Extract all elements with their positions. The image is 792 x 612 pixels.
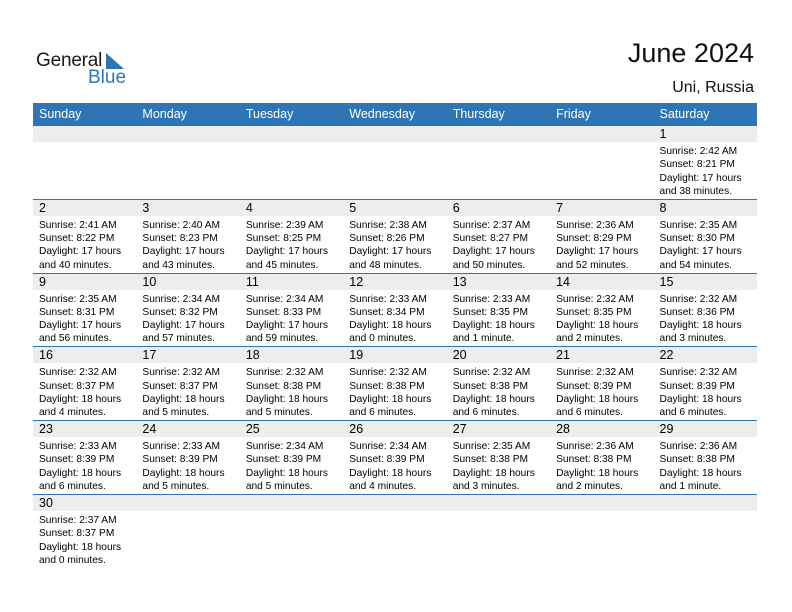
daylight-minutes: and 2 minutes. xyxy=(556,333,623,345)
sunrise-time: Sunrise: 2:37 AM xyxy=(452,219,531,231)
logo-text-blue: Blue xyxy=(88,67,127,88)
sun-info xyxy=(453,219,550,272)
weekday-header xyxy=(33,103,757,126)
sun-info xyxy=(142,440,239,493)
daylight-hours: Daylight: 18 hours xyxy=(349,393,432,405)
sunrise-time: Sunrise: 2:40 AM xyxy=(142,219,221,231)
sunrise-time: Sunrise: 2:35 AM xyxy=(659,219,738,231)
page-title: June 2024 xyxy=(627,38,754,68)
day-number: 22 xyxy=(659,348,674,363)
day-cell xyxy=(136,274,239,347)
daylight-hours: Daylight: 17 hours xyxy=(245,320,328,332)
sunset-time: Sunset: 8:29 PM xyxy=(556,233,632,245)
daylight-hours: Daylight: 17 hours xyxy=(142,246,225,258)
day-number: 8 xyxy=(659,200,667,215)
calendar-week-row xyxy=(33,347,757,421)
weekday-monday: Monday xyxy=(142,107,187,121)
daylight-minutes: and 57 minutes. xyxy=(142,333,215,345)
sunrise-time: Sunrise: 2:36 AM xyxy=(659,441,738,453)
daylight-hours: Daylight: 18 hours xyxy=(556,393,639,405)
day-cell xyxy=(550,347,653,420)
daylight-hours: Daylight: 18 hours xyxy=(39,541,122,553)
daylight-hours: Daylight: 17 hours xyxy=(556,246,639,258)
sun-info xyxy=(660,219,757,272)
calendar-weeks xyxy=(33,126,757,568)
sunset-time: Sunset: 8:38 PM xyxy=(349,380,425,392)
day-number: 30 xyxy=(39,495,53,510)
day-number: 26 xyxy=(349,422,364,437)
day-number: 6 xyxy=(452,200,460,215)
day-number: 18 xyxy=(245,348,260,363)
sun-info xyxy=(39,514,136,567)
sunrise-time: Sunrise: 2:32 AM xyxy=(452,367,531,379)
sunset-time: Sunset: 8:37 PM xyxy=(142,380,218,392)
sunrise-time: Sunrise: 2:41 AM xyxy=(39,219,117,231)
empty-day-cell xyxy=(136,495,239,568)
sunset-time: Sunset: 8:37 PM xyxy=(39,380,115,392)
sunset-time: Sunset: 8:39 PM xyxy=(556,380,632,392)
day-cell xyxy=(240,200,343,273)
sunrise-time: Sunrise: 2:34 AM xyxy=(349,441,427,453)
sun-info xyxy=(453,440,550,493)
day-cell xyxy=(343,274,446,347)
daylight-hours: Daylight: 18 hours xyxy=(245,393,328,405)
daylight-minutes: and 6 minutes. xyxy=(349,407,417,419)
sunrise-time: Sunrise: 2:34 AM xyxy=(245,293,324,305)
day-cell xyxy=(240,274,343,347)
day-cell xyxy=(343,421,446,494)
sun-info xyxy=(349,219,446,272)
week-cells xyxy=(33,347,757,420)
daylight-minutes: and 1 minute. xyxy=(659,481,722,493)
daylight-hours: Daylight: 18 hours xyxy=(245,467,328,479)
empty-day-cell xyxy=(240,126,343,199)
day-cell xyxy=(550,274,653,347)
day-number: 5 xyxy=(349,200,357,215)
day-cell xyxy=(33,200,136,273)
empty-day-cell xyxy=(136,126,239,199)
day-cell xyxy=(343,347,446,420)
sunrise-time: Sunrise: 2:32 AM xyxy=(659,367,738,379)
empty-day-cell xyxy=(654,495,757,568)
day-cell xyxy=(447,421,550,494)
empty-day-cell xyxy=(240,495,343,568)
sunset-time: Sunset: 8:38 PM xyxy=(556,454,632,466)
day-number: 17 xyxy=(142,348,157,363)
daylight-minutes: and 3 minutes. xyxy=(659,333,727,345)
daylight-minutes: and 6 minutes. xyxy=(659,407,727,419)
weekday-friday: Friday xyxy=(556,107,591,121)
daylight-minutes: and 59 minutes. xyxy=(245,333,319,345)
daylight-minutes: and 5 minutes. xyxy=(245,407,313,419)
daylight-hours: Daylight: 18 hours xyxy=(556,467,639,479)
day-number: 23 xyxy=(39,422,53,437)
day-number: 12 xyxy=(349,274,364,289)
daylight-minutes: and 6 minutes. xyxy=(452,407,520,419)
daylight-minutes: and 0 minutes. xyxy=(39,554,106,566)
day-cell xyxy=(654,421,757,494)
sun-info xyxy=(660,366,757,419)
day-cell xyxy=(550,421,653,494)
daylight-minutes: and 38 minutes. xyxy=(659,185,733,197)
sunrise-time: Sunrise: 2:33 AM xyxy=(452,293,531,305)
day-cell xyxy=(654,347,757,420)
day-number: 25 xyxy=(245,422,260,437)
sunset-time: Sunset: 8:34 PM xyxy=(349,306,425,318)
day-cell xyxy=(447,274,550,347)
daylight-hours: Daylight: 18 hours xyxy=(349,320,432,332)
sunset-time: Sunset: 8:39 PM xyxy=(349,454,425,466)
daylight-minutes: and 48 minutes. xyxy=(349,259,422,271)
daylight-minutes: and 3 minutes. xyxy=(452,481,520,493)
daylight-hours: Daylight: 18 hours xyxy=(142,467,225,479)
daylight-minutes: and 4 minutes. xyxy=(349,481,417,493)
sunrise-time: Sunrise: 2:42 AM xyxy=(659,146,738,157)
daylight-minutes: and 45 minutes. xyxy=(245,259,319,271)
sunset-time: Sunset: 8:36 PM xyxy=(659,306,735,318)
sun-info xyxy=(246,293,343,346)
sunset-time: Sunset: 8:38 PM xyxy=(452,454,529,466)
daylight-hours: Daylight: 18 hours xyxy=(39,393,122,405)
daylight-hours: Daylight: 18 hours xyxy=(452,467,535,479)
week-cells xyxy=(33,200,757,273)
day-cell xyxy=(550,200,653,273)
daylight-hours: Daylight: 18 hours xyxy=(556,320,639,332)
daylight-minutes: and 0 minutes. xyxy=(349,333,417,345)
sunset-time: Sunset: 8:31 PM xyxy=(39,306,115,318)
sunrise-time: Sunrise: 2:38 AM xyxy=(349,219,427,231)
location-label: Uni, Russia xyxy=(672,79,754,96)
sun-info xyxy=(142,219,239,272)
sunset-time: Sunset: 8:21 PM xyxy=(659,159,735,171)
daylight-hours: Daylight: 18 hours xyxy=(39,467,122,479)
calendar-week-row xyxy=(33,495,757,568)
day-number: 14 xyxy=(556,274,571,289)
sunrise-time: Sunrise: 2:32 AM xyxy=(245,367,324,379)
day-cell xyxy=(33,421,136,494)
sun-info xyxy=(349,440,446,493)
daylight-minutes: and 50 minutes. xyxy=(452,259,526,271)
sunrise-time: Sunrise: 2:32 AM xyxy=(556,293,634,305)
daylight-minutes: and 6 minutes. xyxy=(39,481,106,493)
daylight-hours: Daylight: 18 hours xyxy=(452,393,535,405)
sunrise-time: Sunrise: 2:39 AM xyxy=(245,219,324,231)
daylight-hours: Daylight: 18 hours xyxy=(142,393,225,405)
empty-day-cell xyxy=(447,495,550,568)
calendar-week-row xyxy=(33,421,757,495)
daylight-hours: Daylight: 17 hours xyxy=(659,172,742,184)
empty-day-cell xyxy=(550,126,653,199)
empty-day-cell xyxy=(447,126,550,199)
sunset-time: Sunset: 8:33 PM xyxy=(245,306,322,318)
sun-info xyxy=(246,440,343,493)
daylight-minutes: and 5 minutes. xyxy=(142,481,210,493)
sun-info xyxy=(349,366,446,419)
sunset-time: Sunset: 8:32 PM xyxy=(142,306,218,318)
day-cell xyxy=(654,200,757,273)
day-cell xyxy=(33,274,136,347)
sunset-time: Sunset: 8:39 PM xyxy=(39,454,115,466)
daylight-minutes: and 5 minutes. xyxy=(245,481,313,493)
day-cell xyxy=(447,200,550,273)
day-number: 13 xyxy=(452,274,467,289)
daylight-hours: Daylight: 18 hours xyxy=(349,467,432,479)
sun-info xyxy=(660,145,757,198)
sunrise-time: Sunrise: 2:37 AM xyxy=(39,514,117,526)
daylight-hours: Daylight: 18 hours xyxy=(659,393,742,405)
daylight-hours: Daylight: 17 hours xyxy=(245,246,328,258)
daylight-minutes: and 40 minutes. xyxy=(39,259,112,271)
sun-info xyxy=(142,293,239,346)
sunset-time: Sunset: 8:39 PM xyxy=(659,380,735,392)
sunset-time: Sunset: 8:25 PM xyxy=(245,233,322,245)
day-number: 9 xyxy=(39,274,46,289)
sunset-time: Sunset: 8:38 PM xyxy=(452,380,529,392)
daylight-hours: Daylight: 17 hours xyxy=(39,320,122,332)
weekday-sunday: Sunday xyxy=(39,107,82,121)
weekday-wednesday: Wednesday xyxy=(349,107,416,121)
sunrise-time: Sunrise: 2:33 AM xyxy=(349,293,427,305)
daylight-hours: Daylight: 18 hours xyxy=(452,320,535,332)
day-number: 15 xyxy=(659,274,674,289)
sunrise-time: Sunrise: 2:32 AM xyxy=(349,367,427,379)
sunrise-time: Sunrise: 2:34 AM xyxy=(142,293,221,305)
logo-text-general: General xyxy=(36,50,103,71)
generalblue-logo xyxy=(36,50,136,90)
weekday-tuesday: Tuesday xyxy=(245,107,294,121)
day-number: 3 xyxy=(142,200,150,215)
sunrise-time: Sunrise: 2:32 AM xyxy=(39,367,117,379)
day-cell xyxy=(240,421,343,494)
sunset-time: Sunset: 8:38 PM xyxy=(659,454,735,466)
day-number: 28 xyxy=(556,422,571,437)
sunset-time: Sunset: 8:27 PM xyxy=(452,233,529,245)
sun-info xyxy=(246,219,343,272)
empty-day-cell xyxy=(343,126,446,199)
daylight-hours: Daylight: 18 hours xyxy=(659,320,742,332)
day-cell xyxy=(136,200,239,273)
sun-info xyxy=(453,293,550,346)
weekday-thursday: Thursday xyxy=(452,107,505,121)
sunrise-time: Sunrise: 2:33 AM xyxy=(142,441,221,453)
day-number: 10 xyxy=(142,274,157,289)
daylight-minutes: and 54 minutes. xyxy=(659,259,733,271)
daylight-minutes: and 56 minutes. xyxy=(39,333,112,345)
sun-info xyxy=(660,293,757,346)
sunrise-time: Sunrise: 2:35 AM xyxy=(452,441,531,453)
empty-day-cell xyxy=(550,495,653,568)
day-number: 4 xyxy=(245,200,253,215)
day-number: 24 xyxy=(142,422,157,437)
day-number: 21 xyxy=(556,348,571,363)
sun-info xyxy=(39,293,136,346)
sun-info xyxy=(556,293,653,346)
calendar-week-row xyxy=(33,274,757,348)
sunset-time: Sunset: 8:35 PM xyxy=(556,306,632,318)
sun-info xyxy=(349,293,446,346)
sun-info xyxy=(39,440,136,493)
day-cell xyxy=(654,274,757,347)
calendar-week-row xyxy=(33,126,757,200)
sunrise-time: Sunrise: 2:33 AM xyxy=(39,441,117,453)
week-cells xyxy=(33,274,757,347)
day-cell xyxy=(343,200,446,273)
day-number: 1 xyxy=(659,127,667,141)
sunset-time: Sunset: 8:35 PM xyxy=(452,306,529,318)
sunset-time: Sunset: 8:26 PM xyxy=(349,233,425,245)
sun-info xyxy=(142,366,239,419)
daylight-minutes: and 4 minutes. xyxy=(39,407,106,419)
empty-day-cell xyxy=(343,495,446,568)
day-number: 7 xyxy=(556,200,564,215)
day-number: 16 xyxy=(39,348,53,363)
sunset-time: Sunset: 8:22 PM xyxy=(39,233,115,245)
daylight-hours: Daylight: 18 hours xyxy=(659,467,742,479)
calendar-grid xyxy=(33,103,757,568)
sunset-time: Sunset: 8:39 PM xyxy=(245,454,322,466)
daylight-minutes: and 52 minutes. xyxy=(556,259,629,271)
sunrise-time: Sunrise: 2:34 AM xyxy=(245,441,324,453)
daylight-minutes: and 1 minute. xyxy=(452,333,515,345)
sun-info xyxy=(453,366,550,419)
daylight-hours: Daylight: 17 hours xyxy=(142,320,225,332)
daylight-minutes: and 5 minutes. xyxy=(142,407,210,419)
day-cell xyxy=(136,421,239,494)
sun-info xyxy=(246,366,343,419)
week-cells xyxy=(33,126,757,199)
sunrise-time: Sunrise: 2:36 AM xyxy=(556,441,634,453)
sun-info xyxy=(556,366,653,419)
day-cell xyxy=(33,347,136,420)
day-cell xyxy=(240,347,343,420)
daylight-hours: Daylight: 17 hours xyxy=(39,246,122,258)
sun-info xyxy=(556,440,653,493)
day-cell xyxy=(136,347,239,420)
daylight-minutes: and 43 minutes. xyxy=(142,259,215,271)
day-cell xyxy=(447,347,550,420)
sunrise-time: Sunrise: 2:32 AM xyxy=(556,367,634,379)
week-cells xyxy=(33,495,757,568)
sunset-time: Sunset: 8:23 PM xyxy=(142,233,218,245)
sunrise-time: Sunrise: 2:35 AM xyxy=(39,293,117,305)
day-number: 19 xyxy=(349,348,364,363)
daylight-hours: Daylight: 17 hours xyxy=(659,246,742,258)
sunrise-time: Sunrise: 2:32 AM xyxy=(659,293,738,305)
daylight-minutes: and 6 minutes. xyxy=(556,407,623,419)
sunset-time: Sunset: 8:37 PM xyxy=(39,528,115,540)
calendar-week-row xyxy=(33,200,757,274)
daylight-hours: Daylight: 17 hours xyxy=(349,246,432,258)
weekday-saturday: Saturday xyxy=(659,107,710,121)
sunrise-time: Sunrise: 2:32 AM xyxy=(142,367,221,379)
sunset-time: Sunset: 8:38 PM xyxy=(245,380,322,392)
sun-info xyxy=(660,440,757,493)
sunset-time: Sunset: 8:30 PM xyxy=(659,233,735,245)
day-number: 29 xyxy=(659,422,674,437)
day-number: 20 xyxy=(452,348,467,363)
week-cells xyxy=(33,421,757,494)
day-cell xyxy=(33,495,136,568)
sunset-time: Sunset: 8:39 PM xyxy=(142,454,218,466)
sunrise-time: Sunrise: 2:36 AM xyxy=(556,219,634,231)
day-number: 27 xyxy=(452,422,467,437)
daylight-minutes: and 2 minutes. xyxy=(556,481,623,493)
daylight-hours: Daylight: 17 hours xyxy=(452,246,535,258)
day-number: 11 xyxy=(245,274,259,289)
sun-info xyxy=(39,219,136,272)
day-number: 2 xyxy=(39,200,46,215)
day-cell xyxy=(654,126,757,199)
sun-info xyxy=(39,366,136,419)
empty-day-cell xyxy=(33,126,136,199)
sun-info xyxy=(556,219,653,272)
